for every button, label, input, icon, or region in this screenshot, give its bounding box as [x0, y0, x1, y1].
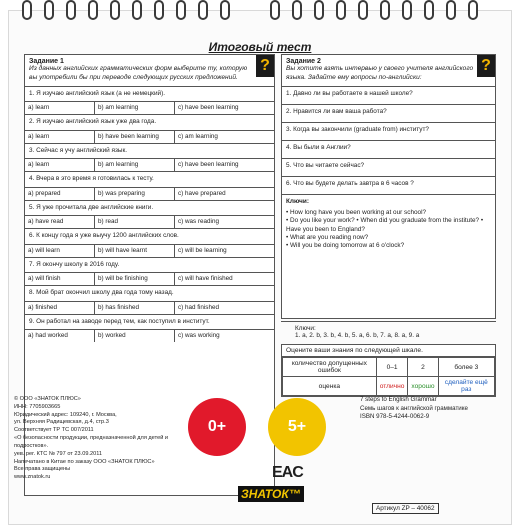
- rating-title: Оцените ваши знания по следующей шкале.: [282, 345, 495, 357]
- ring: [66, 0, 76, 20]
- ring: [176, 0, 186, 20]
- task2-question: 6. Что вы будете делать завтра в 6 часов ?: [282, 176, 495, 194]
- product-subtitle: Семь шагов к английской грамматике: [360, 404, 468, 412]
- ring: [270, 0, 280, 20]
- task1-options: [25, 187, 274, 200]
- option-b[interactable]: b) am learning: [95, 102, 175, 114]
- question-mark-icon: ?: [477, 55, 495, 77]
- task1-question: 2. Я изучаю английский язык уже два года.: [25, 114, 274, 129]
- option-b[interactable]: b) will have learnt: [95, 245, 175, 257]
- task1-question: 6. К концу года я уже выучу 1200 английских слов.: [25, 228, 274, 243]
- option-a[interactable]: a) prepared: [25, 188, 95, 200]
- option-b[interactable]: b) will be finishing: [95, 273, 175, 285]
- publisher-line: «О безопасности продукции, предназначенной для детей и подростков».: [14, 435, 169, 449]
- task2-heading: Задание 2: [286, 58, 321, 65]
- ring: [358, 0, 368, 20]
- publisher-line: © ООО «ЗНАТОК ПЛЮС»: [14, 396, 81, 402]
- publisher-line: Напечатано в Китае по заказу ООО «ЗНАТОК ПЛЮС»: [14, 458, 155, 465]
- option-c[interactable]: c) had finished: [178, 303, 219, 311]
- option-a[interactable]: a) finished: [25, 302, 95, 314]
- task1-question: 8. Мой брат окончил школу два года тому назад.: [25, 285, 274, 300]
- option-b[interactable]: b) has finished: [95, 302, 175, 314]
- task2-question: 5. Что вы читаете сейчас?: [282, 158, 495, 176]
- task1-keys: [281, 321, 496, 339]
- product-isbn: ISBN 978-5-4244-0062-9: [360, 413, 430, 421]
- option-c[interactable]: c) have prepared: [178, 189, 226, 197]
- errors-col: более 3: [438, 358, 494, 377]
- option-b[interactable]: b) was preparing: [95, 188, 175, 200]
- option-a[interactable]: a) will finish: [25, 273, 95, 285]
- ring: [110, 0, 120, 20]
- ring: [220, 0, 230, 20]
- grade-good: хорошо: [408, 377, 438, 396]
- ring: [154, 0, 164, 20]
- task1-question: 4. Вчера в это время я готовилась к тесту.: [25, 171, 274, 186]
- ring: [314, 0, 324, 20]
- publisher-line: Все права защищены: [14, 466, 71, 473]
- ring: [380, 0, 390, 20]
- option-b[interactable]: b) read: [95, 216, 175, 228]
- eac-logo: EAC: [272, 464, 303, 481]
- option-c[interactable]: c) will be learning: [178, 246, 227, 254]
- publisher-url: www.znatok.ru: [14, 474, 51, 481]
- task2-question: 2. Нравится ли вам ваша работа?: [282, 104, 495, 122]
- task2-question: 3. Когда вы закончили (graduate from) институт?: [282, 122, 495, 140]
- ring: [336, 0, 346, 20]
- task1-keys-list: 1. a, 2. b, 3. b, 4. b, 5. a, 6. b, 7. a, 8. a, 9. a: [295, 332, 420, 339]
- ring: [88, 0, 98, 20]
- option-a[interactable]: a) learn: [25, 159, 95, 171]
- ring: [446, 0, 456, 20]
- task2-key: • How long have you been working at our school?: [282, 209, 495, 217]
- option-a[interactable]: a) learn: [25, 131, 95, 143]
- option-a[interactable]: a) will learn: [25, 245, 95, 257]
- task1-options: [25, 329, 274, 342]
- grade-retry: сделайте ещё раз: [438, 377, 494, 396]
- option-c[interactable]: c) was reading: [178, 218, 219, 226]
- task1-heading: Задание 1: [29, 58, 64, 65]
- ring: [468, 0, 478, 20]
- task1-question: 1. Я изучаю английский язык (а не немецкий).: [25, 86, 274, 101]
- rating-table: [281, 344, 496, 397]
- option-c[interactable]: c) was working: [178, 332, 220, 340]
- task1-options: [25, 158, 274, 171]
- option-c[interactable]: c) will have finished: [178, 275, 233, 283]
- task1-question: 7. Я окончу школу в 2016 году.: [25, 257, 274, 272]
- option-a[interactable]: a) had worked: [25, 330, 95, 342]
- task1-options: [25, 130, 274, 143]
- task1-options: [25, 215, 274, 228]
- grade-excellent: отлично: [376, 377, 408, 396]
- option-b[interactable]: b) am learning: [95, 159, 175, 171]
- task1-question: 3. Сейчас я учу английский язык.: [25, 143, 274, 158]
- publisher-line: Юридический адрес: 109240, г. Москва,: [14, 411, 117, 418]
- task2-question: 4. Вы были в Англии?: [282, 140, 495, 158]
- age-rating-badge: 0+: [188, 398, 246, 456]
- task2-key: • Will you be doing tomorrow at 6 o'clock?: [282, 242, 495, 253]
- errors-label: количество допущенных ошибок: [283, 358, 377, 377]
- page-title: Итоговый тест: [208, 40, 312, 54]
- task1-options: [25, 244, 274, 257]
- publisher-line: ул. Верхняя Радищевская, д.4, стр.3: [14, 419, 109, 426]
- option-c[interactable]: c) have been learning: [178, 161, 239, 169]
- ring: [198, 0, 208, 20]
- task1-options: [25, 101, 274, 114]
- task1-options: [25, 301, 274, 314]
- task1-question: 5. Я уже прочитала две английские книги.: [25, 200, 274, 215]
- publisher-line: Соответствует ТР ТС 007/2011: [14, 427, 94, 434]
- publisher-info: [14, 396, 184, 482]
- task2-key: • Do you like your work? • When did you graduate from the institute? • Have you been to England?: [282, 217, 495, 234]
- option-c[interactable]: c) have been learning: [178, 104, 239, 112]
- task1-question: 9. Он работал на заводе перед тем, как поступил в институт.: [25, 314, 274, 329]
- recommended-age-badge: 5+: [268, 398, 326, 456]
- option-a[interactable]: a) learn: [25, 102, 95, 114]
- option-c[interactable]: c) am learning: [178, 132, 218, 140]
- ring: [424, 0, 434, 20]
- product-info: [360, 396, 510, 422]
- brand-logo: ЗНАТОК™: [238, 486, 304, 502]
- task2-instructions: Вы хотите взять интервью у своего учителя английского языка. Задайте ему вопросы по-английски:: [286, 65, 474, 81]
- grade-label: оценка: [283, 377, 377, 396]
- task2-key: • What are you reading now?: [282, 234, 495, 242]
- ring: [132, 0, 142, 20]
- task2-panel: [281, 54, 496, 319]
- errors-col: 2: [408, 358, 438, 377]
- option-b[interactable]: b) have been learning: [95, 131, 175, 143]
- publisher-line: уев. рег. КТС № 797 от 23.09.2011: [14, 450, 103, 457]
- publisher-line: ИНН: 7705903665: [14, 403, 61, 410]
- product-title: 7 steps to English Grammar: [360, 396, 437, 403]
- ring: [22, 0, 32, 20]
- task2-question: 1. Давно ли вы работаете в нашей школе?: [282, 86, 495, 104]
- task1-options: [25, 272, 274, 285]
- spiral-binding: [22, 0, 502, 22]
- option-a[interactable]: a) have read: [25, 216, 95, 228]
- question-mark-icon: ?: [256, 55, 274, 77]
- ring: [44, 0, 54, 20]
- article-number: Артикул ZP – 40062: [372, 503, 439, 514]
- errors-col: 0–1: [376, 358, 408, 377]
- ring: [402, 0, 412, 20]
- task1-keys-title: Ключи:: [295, 325, 316, 332]
- option-b[interactable]: b) worked: [95, 330, 175, 342]
- ring: [292, 0, 302, 20]
- task1-instructions: Из данных английских грамматических форм выберите ту, которую вы употребили бы при переводе следующих русских предложений.: [29, 65, 248, 81]
- task2-keys-title: Ключи:: [282, 194, 495, 209]
